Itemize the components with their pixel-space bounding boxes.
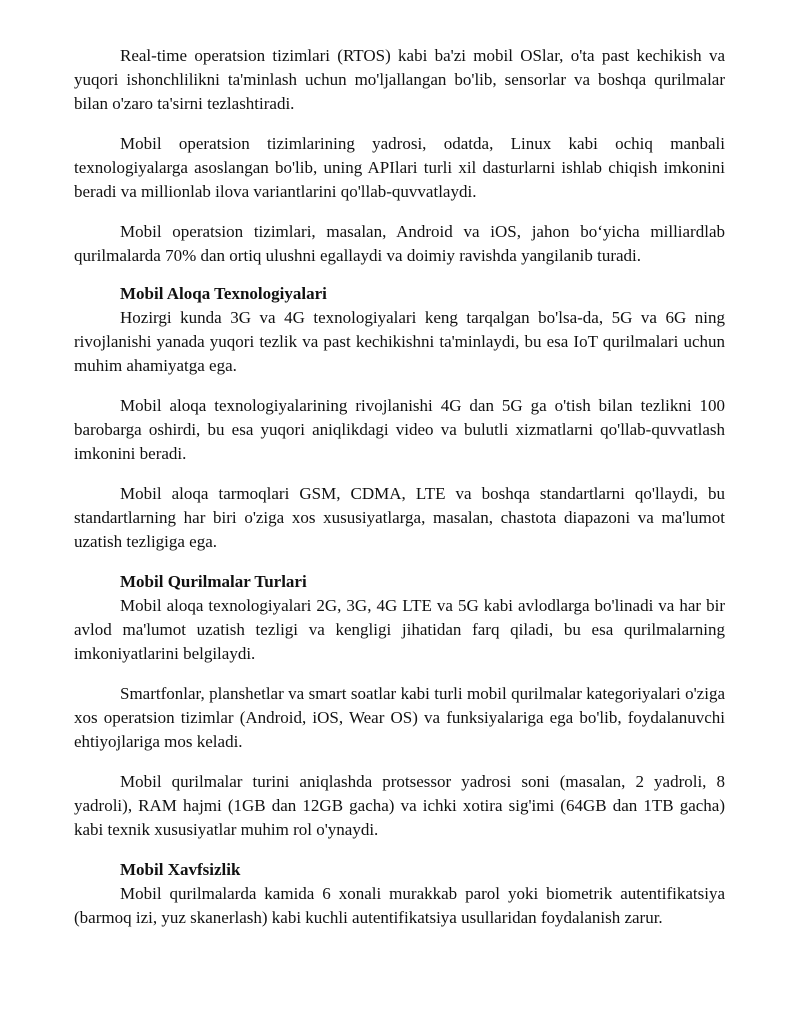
paragraph-4g-5g: Mobil aloqa texnologiyalarining rivojlanishi 4G dan 5G ga o'tish bilan tezlikni 100 barobarga oshirdi, bu esa yuqori aniqlikdagi video va bulutli xizmatlarni qo'llab-quvvatlash imkonini beradi. [74, 396, 725, 463]
paragraph-os-kernel: Mobil operatsion tizimlarining yadrosi, odatda, Linux kabi ochiq manbali texnologiyalarga asoslangan bo'lib, uning APIlari turli xil dasturlarni ishlab chiqish imkonini beradi va millionlab ilova variantlarini qo'llab-quvvatlaydi. [74, 134, 725, 201]
paragraph-generations: Mobil aloqa texnologiyalari 2G, 3G, 4G LTE va 5G kabi avlodlarga bo'linadi va har bir avlod ma'lumot uzatish tezligi va kengligi jihatidan farq qiladi, bu esa qurilmalarning imkoniyatlarini belgilaydi. [74, 596, 725, 663]
paragraph-networks: Mobil aloqa tarmoqlari GSM, CDMA, LTE va boshqa standartlarni qo'llaydi, bu standartlarning har biri o'ziga xos xususiyatlarga, masalan, chastota diapazoni va ma'lumot uzatish tezligiga ega. [74, 484, 725, 551]
section-heading-security: Mobil Xavfsizlik [120, 860, 241, 879]
section-heading-device-types: Mobil Qurilmalar Turlari [120, 572, 307, 591]
paragraph-specs: Mobil qurilmalar turini aniqlashda protsessor yadrosi soni (masalan, 2 yadroli, 8 yadroli), RAM hajmi (1GB dan 12GB gacha) va ichki xotira sig'imi (64GB dan 1TB gacha) kabi texnik xususiyatlar muhim rol o'ynaydi. [74, 772, 725, 839]
paragraph-3g-4g: Hozirgi kunda 3G va 4G texnologiyalari keng tarqalgan bo'lsa-da, 5G va 6G ning rivojlanishi yanada yuqori tezlik va past kechikishni ta'minlaydi, bu esa IoT qurilmalari uchun muhim ahamiyatga ega. [74, 308, 725, 375]
paragraph-os-share: Mobil operatsion tizimlari, masalan, Android va iOS, jahon bo‘yicha milliardlab qurilmalarda 70% dan ortiq ulushni egallaydi va doimiy ravishda yangilanib turadi. [74, 222, 725, 265]
paragraph-categories: Smartfonlar, planshetlar va smart soatlar kabi turli mobil qurilmalar kategoriyalari o'ziga xos operatsion tizimlar (Android, iOS, Wear OS) va funksiyalariga ega bo'lib, foydalanuvchi ehtiyojlariga mos keladi. [74, 684, 725, 751]
paragraph-rtos: Real-time operatsion tizimlari (RTOS) kabi ba'zi mobil OSlar, o'ta past kechikish va yuqori ishonchlilikni ta'minlash uchun mo'ljallangan bo'lib, sensorlar va boshqa qurilmalar bilan o'zaro ta'sirni tezlashtiradi. [74, 46, 725, 113]
section-heading-communication: Mobil Aloqa Texnologiyalari [120, 284, 327, 303]
paragraph-authentication: Mobil qurilmalarda kamida 6 xonali murakkab parol yoki biometrik autentifikatsiya (barmoq izi, yuz skanerlash) kabi kuchli autentifikatsiya usullaridan foydalanish zarur. [74, 884, 725, 927]
